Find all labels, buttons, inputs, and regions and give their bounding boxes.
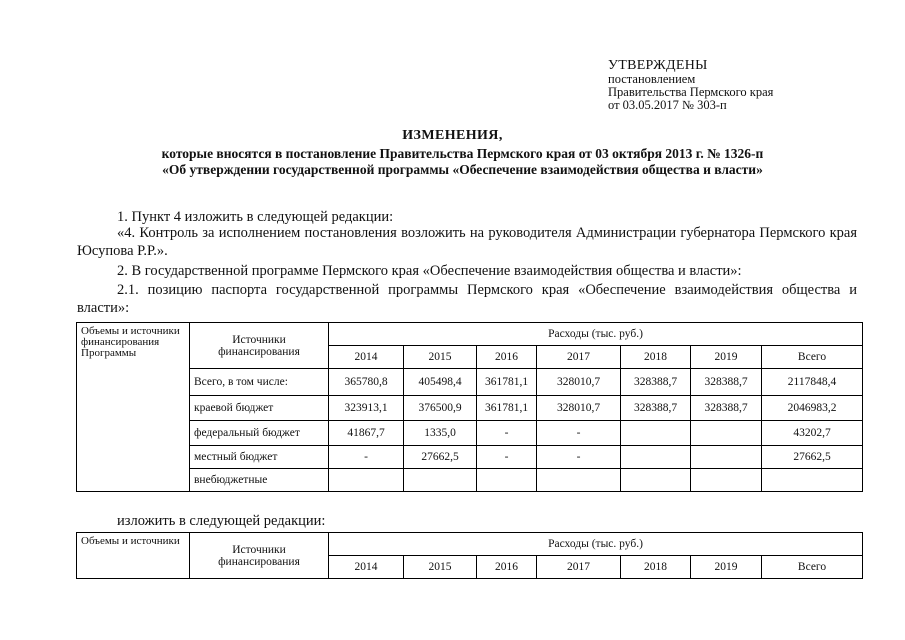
funding-table-old xyxy=(76,322,863,492)
table-cell xyxy=(621,446,691,469)
table-cell: 2046983,2 xyxy=(762,396,863,421)
row-label: краевой бюджет xyxy=(190,396,329,421)
table-cell: 1335,0 xyxy=(404,421,477,446)
table-cell xyxy=(621,421,691,446)
table-cell: 328010,7 xyxy=(537,396,621,421)
year-header: 2017 xyxy=(537,346,621,369)
table-cell: 27662,5 xyxy=(762,446,863,469)
table-cell xyxy=(691,469,762,492)
table-row xyxy=(77,369,863,396)
table-cell xyxy=(477,469,537,492)
document-title: ИЗМЕНЕНИЯ, xyxy=(402,128,503,143)
source-header: Источники финансирования xyxy=(190,323,329,369)
year-header: 2019 xyxy=(691,346,762,369)
year-header: 2014 xyxy=(329,556,404,579)
table-cell xyxy=(691,421,762,446)
approval-line-2: Правительства Пермского края xyxy=(608,85,774,99)
table-row xyxy=(77,446,863,469)
table-cell: 405498,4 xyxy=(404,369,477,396)
table-cell: 361781,1 xyxy=(477,369,537,396)
table-row xyxy=(77,421,863,446)
source-header: Источники финансирования xyxy=(190,533,329,579)
table-cell: - xyxy=(537,421,621,446)
paragraph-5: изложить в следующей редакции: xyxy=(117,513,326,529)
year-header: 2015 xyxy=(404,346,477,369)
table-cell: 365780,8 xyxy=(329,369,404,396)
row-label: Всего, в том числе: xyxy=(190,369,329,396)
table-cell: 43202,7 xyxy=(762,421,863,446)
table-cell xyxy=(762,469,863,492)
table-cell xyxy=(329,469,404,492)
funding-object-label: Объемы и источники финансирования Программы xyxy=(77,323,190,492)
table-cell xyxy=(691,446,762,469)
year-header: 2017 xyxy=(537,556,621,579)
table-cell: 328388,7 xyxy=(621,369,691,396)
table-cell: 2117848,4 xyxy=(762,369,863,396)
table-cell: 27662,5 xyxy=(404,446,477,469)
table-cell: 328388,7 xyxy=(621,396,691,421)
table-cell: 376500,9 xyxy=(404,396,477,421)
table-cell xyxy=(621,469,691,492)
table-row xyxy=(77,469,863,492)
expenses-header: Расходы (тыс. руб.) xyxy=(329,323,863,346)
funding-table-new xyxy=(76,532,863,579)
approval-stamp xyxy=(608,58,773,112)
row-label: федеральный бюджет xyxy=(190,421,329,446)
table-cell: - xyxy=(329,446,404,469)
document-subtitle-1: которые вносятся в постановление Правительства Пермского края от 03 октября 2013 г. № 1326-п xyxy=(161,146,764,161)
table-cell: 361781,1 xyxy=(477,396,537,421)
paragraph-3: 2. В государственной программе Пермского края «Обеспечение взаимодействия общества и власти»: xyxy=(117,263,742,279)
table-cell: 328388,7 xyxy=(691,396,762,421)
year-header: 2019 xyxy=(691,556,762,579)
table-cell: - xyxy=(477,421,537,446)
row-label: местный бюджет xyxy=(190,446,329,469)
document-subtitle-2: «Об утверждении государственной программы «Обеспечение взаимодействия общества и власти» xyxy=(162,162,763,177)
total-header: Всего xyxy=(762,346,863,369)
table-cell: 328010,7 xyxy=(537,369,621,396)
expenses-header: Расходы (тыс. руб.) xyxy=(329,533,863,556)
table-cell: 323913,1 xyxy=(329,396,404,421)
funding-object-label: Объемы и источники xyxy=(77,533,190,579)
table-cell: - xyxy=(477,446,537,469)
year-header: 2016 xyxy=(477,346,537,369)
year-header: 2015 xyxy=(404,556,477,579)
year-header: 2014 xyxy=(329,346,404,369)
table-cell: 328388,7 xyxy=(691,369,762,396)
approval-line-3: от 03.05.2017 № 303-п xyxy=(608,98,727,112)
total-header: Всего xyxy=(762,556,863,579)
paragraph-1: 1. Пункт 4 изложить в следующей редакции: xyxy=(117,209,394,225)
year-header: 2018 xyxy=(621,346,691,369)
table-cell: - xyxy=(537,446,621,469)
year-header: 2016 xyxy=(477,556,537,579)
approval-line-1: постановлением xyxy=(608,72,696,86)
row-label: внебюджетные xyxy=(190,469,329,492)
paragraph-4: 2.1. позицию паспорта государственной программы Пермского края «Обеспечение взаимодействия общества и власти»: xyxy=(77,282,857,316)
table-cell xyxy=(404,469,477,492)
table-cell: 41867,7 xyxy=(329,421,404,446)
paragraph-2: «4. Контроль за исполнением постановления возложить на руководителя Администрации губернатора Пермского края Юсупова Р.Р.». xyxy=(77,225,857,259)
approval-heading: УТВЕРЖДЕНЫ xyxy=(608,58,708,73)
table-row xyxy=(77,396,863,421)
table-cell xyxy=(537,469,621,492)
year-header: 2018 xyxy=(621,556,691,579)
